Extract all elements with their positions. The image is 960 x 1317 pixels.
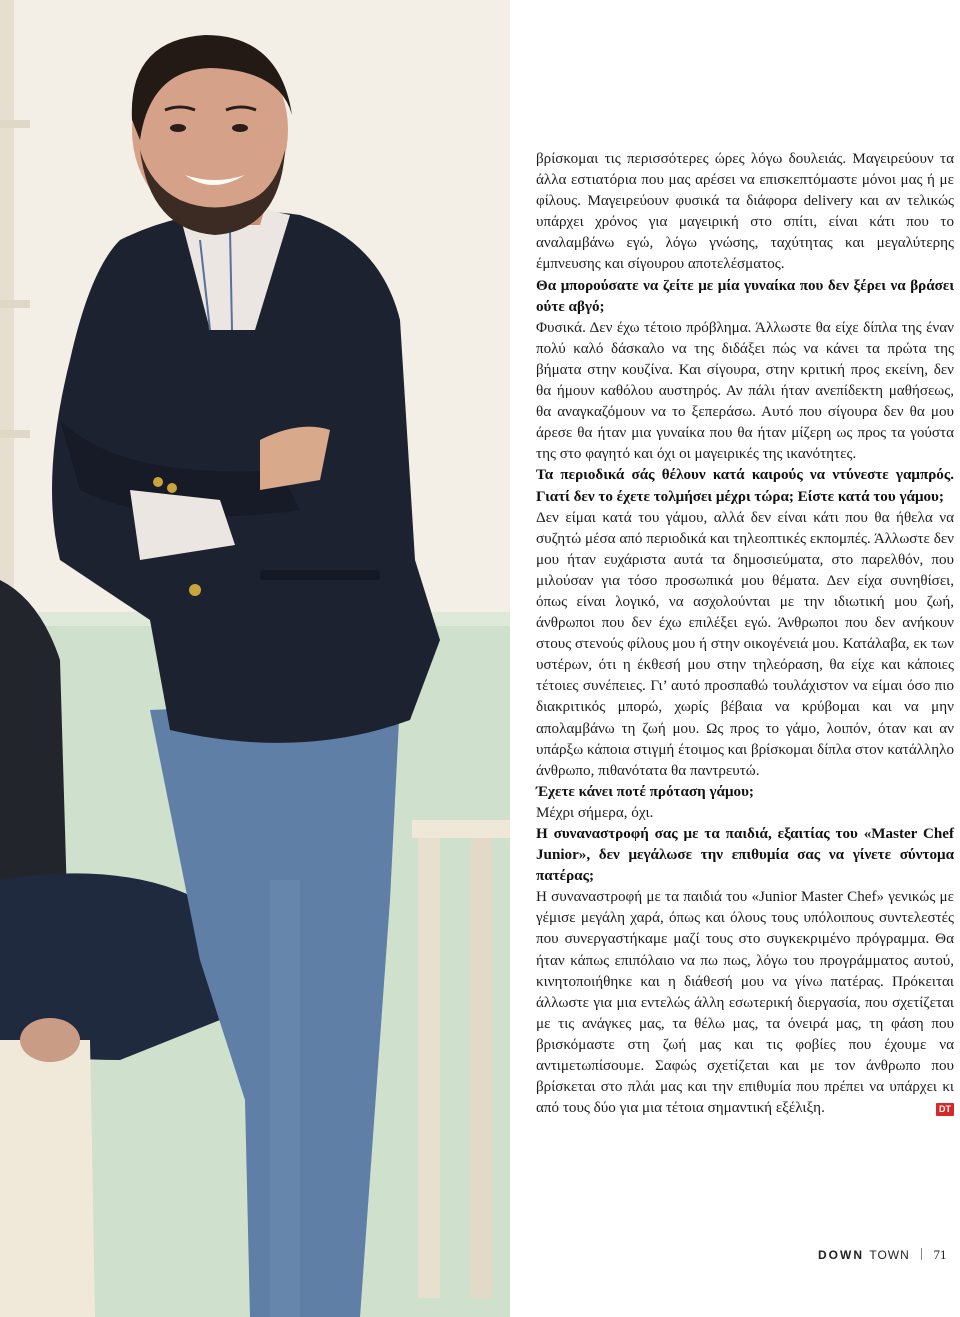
article-body: [536, 149, 954, 1119]
interview-question: Θα μπορούσατε να ζείτε με μία γυναίκα που δεν ξέρει να βράσει ούτε αβγό;: [536, 277, 954, 315]
footer-divider: [921, 1248, 922, 1260]
interview-answer: Η συναναστροφή με τα παιδιά του «Junior Master Chef» γενικώς με γέμισε μεγάλη χαρά, όπως και όλους τους υπόλοιπους συντελεστές που συνεργαστήκαμε μαζί τους στο συγκεκριμένο πρόγραμμα. Θα ήταν κάπως επιπόλαιο να πω πως, λόγω του προγράμματος αυτού, κινητοποιήθηκε και η διάθεσή μου να γίνω πατέρας. Πρόκειται άλλωστε για μια εντελώς άλλη εσωτερική διεργασία, που σχετίζεται με τις ανάγκες μας, τα θέλω μας, τα όνειρά μας, τη φάση που βρισκόμαστε στη ζωή μας και τις φοβίες που έχουμε να αντιμετωπίσουμε. Σαφώς σχετίζεται και με τον άνθρωπο που βρίσκεται στο πλάι μας και την επιθυμία που πρέπει να υπάρχει κι από τους δύο για μια τέτοια σημαντική εξέλιξη. DT: [536, 889, 954, 1117]
interview-answer: Μέχρι σήμερα, όχι.: [536, 804, 654, 821]
interview-question: Έχετε κάνει ποτέ πρόταση γάμου;: [536, 783, 754, 800]
magazine-name-light: TOWN: [869, 1248, 910, 1262]
interview-answer: Δεν είμαι κατά του γάμου, αλλά δεν είναι κάτι που θα ήθελα να συζητώ μέσα από περιοδικά και τηλεοπτικές εκπομπές. Άλλωστε δεν μου ήταν ευχάριστα αυτά τα δημοσιεύματα, στο παρελθόν, που μιλούσαν για τόσο προσωπικά μου θέματα. Δεν είχα συνηθίσει, όπως είναι λογικό, να ασχολούνται με την ιδιωτική μου ζωή, άνθρωποι που δεν έχω επιλέξει εγώ. Άνθρωποι που δεν ανήκουν στους στενούς φίλους μου ή στην οικογένειά μου. Κατάλαβα, εκ των υστέρων, ότι η έκθεσή μου στην τηλεόραση, θα είχε και κάποιες τέτοιες συνέπειες. Γι’ αυτό προσπαθώ τουλάχιστον να είμαι όσο πιο διακριτικός μπορώ, χωρίς βέβαια να κρύβομαι και να μην απολαμβάνω τη ζωή μου. Ως προς το γάμο, λοιπόν, όταν και αν υπάρξω κάποια στιγμή έτοιμος και βρίσκομαι δίπλα στον κατάλληλο άνθρωπο, πιθανότατα θα παντρευτώ.: [536, 509, 954, 779]
page-footer: [818, 1247, 946, 1263]
interview-answer: βρίσκομαι τις περισσότερες ώρες λόγω δουλειάς. Μαγειρεύουν τα άλλα εστιατόρια που μας αρέσει να επισκεπτόμαστε μόνοι μας ή με φίλους. Μαγειρεύουν φυσικά τα διάφορα delivery και αν τελικώς υπάρχει χρόνος για μαγειρική στο σπίτι, είναι κάτι που το αναλαμβάνω εγώ, λόγω γνώσης, ταχύτητας και μεγαλύτερης έμπνευσης και σίγουρου αποτελέσματος.: [536, 151, 954, 273]
interview-question: Η συναναστροφή σας με τα παιδιά, εξαιτίας του «Master Chef Junior», δεν μεγάλωσε την επιθυμία σας να γίνετε σύντομα πατέρας;: [536, 826, 954, 885]
interview-question: Τα περιοδικά σάς θέλουν κατά καιρούς να ντύνεστε γαμπρός. Γιατί δεν το έχετε τολμήσει μέχρι τώρα; Είστε κατά του γάμου;: [536, 467, 954, 505]
page-number: 71: [933, 1247, 947, 1262]
magazine-name-bold: DOWN: [818, 1248, 864, 1262]
end-of-article-badge: DT: [936, 1103, 954, 1116]
interview-answer: Φυσικά. Δεν έχω τέτοιο πρόβλημα. Άλλωστε θα είχε δίπλα της έναν πολύ καλό δάσκαλο να της διδάξει πώς να κάνει τα πρώτα της βήματα στην κουζίνα. Και σίγουρα, στην κριτική προς εκείνη, δεν θα ήμουν καθόλου αυστηρός. Αν πάλι ήταν ανεπίδεκτη μαθήσεως, θα αναγκαζόμουν να το ξεπεράσω. Αυτό που σίγουρα δεν θα μου άρεσε θα ήταν μια γυναίκα που θα ήταν μίζερη ως προς τα γούστα της στο φαγητό και όχι οι μαγειρικές της ικανότητες.: [536, 319, 954, 463]
